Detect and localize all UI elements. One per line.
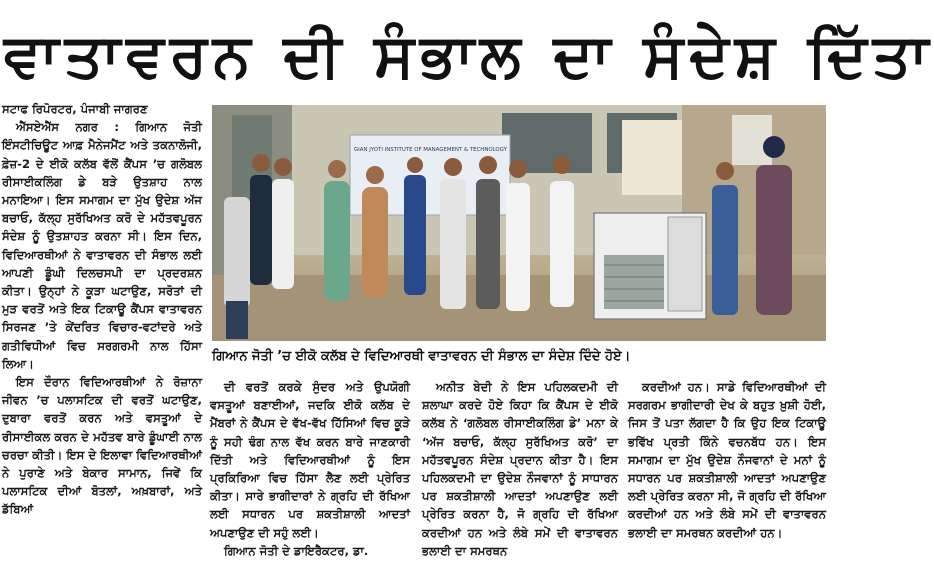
paragraph: ਕਰਦੀਆਂ ਹਨ। ਸਾਡੇ ਵਿਦਿਆਰਥੀਆਂ ਦੀ ਸਰਗਰਮ ਭਾਗੀਦਾਰੀ ਦੇਖ ਕੇ ਬਹੁਤ ਖ਼ੁਸ਼ੀ ਹੋਈ, ਜਿਸ ਤੋਂ ਪਤਾ ਲੱਗਦਾ ਹੈ ਕਿ ਉਹ ਇਕ ਟਿਕਾਊ ਭਵਿੱਖ ਪ੍ਰਤੀ ਕਿੰਨੇ ਵਚਨਬੱਧ ਹਨ। ਇਸ ਸਮਾਗਮ ਦਾ ਮੁੱਖ ਉਦੇਸ਼ ਨੌਜਵਾਨਾਂ ਦੇ ਮਨਾਂ ਨੂੰ ਸਧਾਰਨ ਪਰ ਸ਼ਕਤੀਸ਼ਾਲੀ ਆਦਤਾਂ ਅਪਣਾਉਣ ਲਈ ਪ੍ਰੇਰਿਤ ਕਰਨਾ ਸੀ, ਜੋ ਗ੍ਰਹਿ ਦੀ ਰੱਖਿਆ ਕਰਦੀਆਂ ਹਨ ਅਤੇ ਲੰਬੇ ਸਮੇਂ ਦੀ ਵਾਤਾਵਰਨ ਭਲਾਈ ਦਾ ਸਮਰਥਨ ਕਰਦੀਆਂ ਹਨ। xyxy=(628,380,826,540)
article-column-4 xyxy=(628,378,826,576)
article-column-1 xyxy=(2,100,202,576)
article-column-3 xyxy=(422,378,618,576)
photo-illustration xyxy=(212,105,826,341)
paragraph: ਗਿਆਨ ਜੋਤੀ ਇੰਸਟੀਚਿਊਟ ਆਫ਼ ਮੈਨੇਜਮੈਂਟ ਅਤੇ ਤਕਨਾਲੋਜੀ, ਫ਼ੇਜ਼-2 ਦੇ ਈਕੋ ਕਲੱਬ ਵੱਲੋਂ ਕੈਂਪਸ ’ਚ ਗਲੋਬਲ ਰੀਸਾਈਕਲਿੰਗ ਡੇ ਬੜੇ ਉਤਸ਼ਾਹ ਨਾਲ ਮਨਾਇਆ। ਇਸ ਸਮਾਗਮ ਦਾ ਮੁੱਖ ਉਦੇਸ਼ ਅੱਜ ਬਚਾਓ, ਕੱਲ੍ਹ ਸੁਰੱਖਿਅਤ ਕਰੋ ਦੇ ਮਹੱਤਵਪੂਰਨ ਸੰਦੇਸ਼ ਨੂੰ ਉਤਸ਼ਾਹਤ ਕਰਨਾ ਸੀ। ਇਸ ਦਿਨ, ਵਿਦਿਆਰਥੀਆਂ ਨੇ ਵਾਤਾਵਰਨ ਦੀ ਸੰਭਾਲ ਲਈ ਆਪਣੀ ਡੂੰਘੀ ਦਿਲਚਸਪੀ ਦਾ ਪ੍ਰਦਰਸ਼ਨ ਕੀਤਾ। ਉਨ੍ਹਾਂ ਨੇ ਕੂੜਾ ਘਟਾਉਣ, ਸਰੋਤਾਂ ਦੀ ਮੁੜ ਵਰਤੋਂ ਅਤੇ ਇਕ ਟਿਕਾਊ ਕੈਂਪਸ ਵਾਤਾਵਰਨ ਸਿਰਜਣ ’ਤੇ ਕੇਂਦਰਿਤ ਵਿਚਾਰ-ਵਟਾਂਦਰੇ ਅਤੇ ਗਤੀਵਿਧੀਆਂ ਵਿਚ ਸਰਗਰਮੀ ਨਾਲ ਹਿੱਸਾ ਲਿਆ। xyxy=(2,120,202,371)
paragraph: ਗਿਆਨ ਜੋਤੀ ਦੇ ਡਾਇਰੈਕਟਰ, ਡਾ. xyxy=(224,543,369,558)
photo-caption: ਗਿਆਨ ਜੋਤੀ ’ਚ ਈਕੋ ਕਲੱਬ ਦੇ ਵਿਦਿਆਰਥੀ ਵਾਤਾਵਰਨ ਦੀ ਸੰਭਾਲ ਦਾ ਸੰਦੇਸ਼ ਦਿੰਦੇ ਹੋਏ। xyxy=(212,349,631,364)
byline: ਸਟਾਫ ਰਿਪੋਰਟਰ, ਪੰਜਾਬੀ ਜਾਗਰਣ xyxy=(2,102,148,116)
paragraph: ਦੀ ਵਰਤੋਂ ਕਰਕੇ ਸੁੰਦਰ ਅਤੇ ਉਪਯੋਗੀ ਵਸਤੂਆਂ ਬਣਾਈਆਂ, ਜਦਕਿ ਈਕੋ ਕਲੱਬ ਦੇ ਮੈਂਬਰਾਂ ਨੇ ਕੈਂਪਸ ਦੇ ਵੱਖ-ਵੱਖ ਹਿੱਸਿਆਂ ਵਿਚ ਕੂੜੇ ਨੂੰ ਸਹੀ ਢੰਗ ਨਾਲ ਵੱਖ ਕਰਨ ਬਾਰੇ ਜਾਣਕਾਰੀ ਦਿੱਤੀ ਅਤੇ ਵਿਦਿਆਰਥੀਆਂ ਨੂੰ ਇਸ ਪ੍ਰਕਿਰਿਆ ਵਿਚ ਹਿੱਸਾ ਲੈਣ ਲਈ ਪ੍ਰੇਰਿਤ ਕੀਤਾ। ਸਾਰੇ ਭਾਗੀਦਾਰਾਂ ਨੇ ਗ੍ਰਹਿ ਦੀ ਰੱਖਿਆ ਲਈ ਸਧਾਰਨ ਪਰ ਸ਼ਕਤੀਸ਼ਾਲੀ ਆਦਤਾਂ ਅਪਣਾਉਣ ਦੀ ਸਹੁੰ ਲਈ। xyxy=(210,380,410,540)
news-photo xyxy=(212,105,826,341)
paragraph: ਅਨੀਤ ਬੇਦੀ ਨੇ ਇਸ ਪਹਿਲਕਦਮੀ ਦੀ ਸ਼ਲਾਘਾ ਕਰਦੇ ਹੋਏ ਕਿਹਾ ਕਿ ਕੈਂਪਸ ਦੇ ਈਕੋ ਕਲੱਬ ਨੇ ‘ਗਲੋਬਲ ਰੀਸਾਈਕਲਿੰਗ ਡੇ’ ਮਨਾ ਕੇ ‘ਅੱਜ ਬਚਾਓ, ਕੱਲ੍ਹ ਸੁਰੱਖਿਅਤ ਕਰੋ’ ਦਾ ਮਹੱਤਵਪੂਰਨ ਸੰਦੇਸ਼ ਪ੍ਰਦਾਨ ਕੀਤਾ ਹੈ। ਇਸ ਪਹਿਲਕਦਮੀ ਦਾ ਉਦੇਸ਼ ਨੌਜਵਾਨਾਂ ਨੂੰ ਸਾਧਾਰਨ ਪਰ ਸ਼ਕਤੀਸ਼ਾਲੀ ਆਦਤਾਂ ਅਪਣਾਉਣ ਲਈ ਪ੍ਰੇਰਿਤ ਕਰਨਾ ਹੈ, ਜੋ ਗ੍ਰਹਿ ਦੀ ਰੱਖਿਆ ਕਰਦੀਆਂ ਹਨ ਅਤੇ ਲੰਬੇ ਸਮੇਂ ਦੀ ਵਾਤਾਵਰਨ ਭਲਾਈ ਦਾ ਸਮਰਥਨ xyxy=(422,380,618,558)
paragraph: ਇਸ ਦੌਰਾਨ ਵਿਦਿਆਰਥੀਆਂ ਨੇ ਰੋਜ਼ਾਨਾ ਜੀਵਨ ’ਚ ਪਲਾਸਟਿਕ ਦੀ ਵਰਤੋਂ ਘਟਾਉਣ, ਦੁਬਾਰਾ ਵਰਤੋਂ ਕਰਨ ਅਤੇ ਵਸਤੂਆਂ ਦੇ ਰੀਸਾਈਕਲ ਕਰਨ ਦੇ ਮਹੱਤਵ ਬਾਰੇ ਡੂੰਘਾਈ ਨਾਲ ਚਰਚਾ ਕੀਤੀ। ਇਸ ਦੇ ਇਲਾਵਾ ਵਿਦਿਆਰਥੀਆਂ ਨੇ ਪੁਰਾਣੇ ਅਤੇ ਬੇਕਾਰ ਸਾਮਾਨ, ਜਿਵੇਂ ਕਿ ਪਲਾਸਟਿਕ ਦੀਆਂ ਬੋਤਲਾਂ, ਅਖ਼ਬਾਰਾਂ, ਅਤੇ ਡੱਬਿਆਂ xyxy=(2,375,202,517)
dateline: ਐੱਸਏਐੱਸ ਨਗਰ : xyxy=(16,120,119,135)
banner-label: GIAN JYOTI INSTITUTE OF MANAGEMENT & TECHNOLOGY xyxy=(354,147,507,153)
headline: ਵਾਤਾਵਰਨ ਦੀ ਸੰਭਾਲ ਦਾ ਸੰਦੇਸ਼ ਦਿੱਤਾ xyxy=(4,21,934,91)
article-column-2 xyxy=(210,378,410,576)
